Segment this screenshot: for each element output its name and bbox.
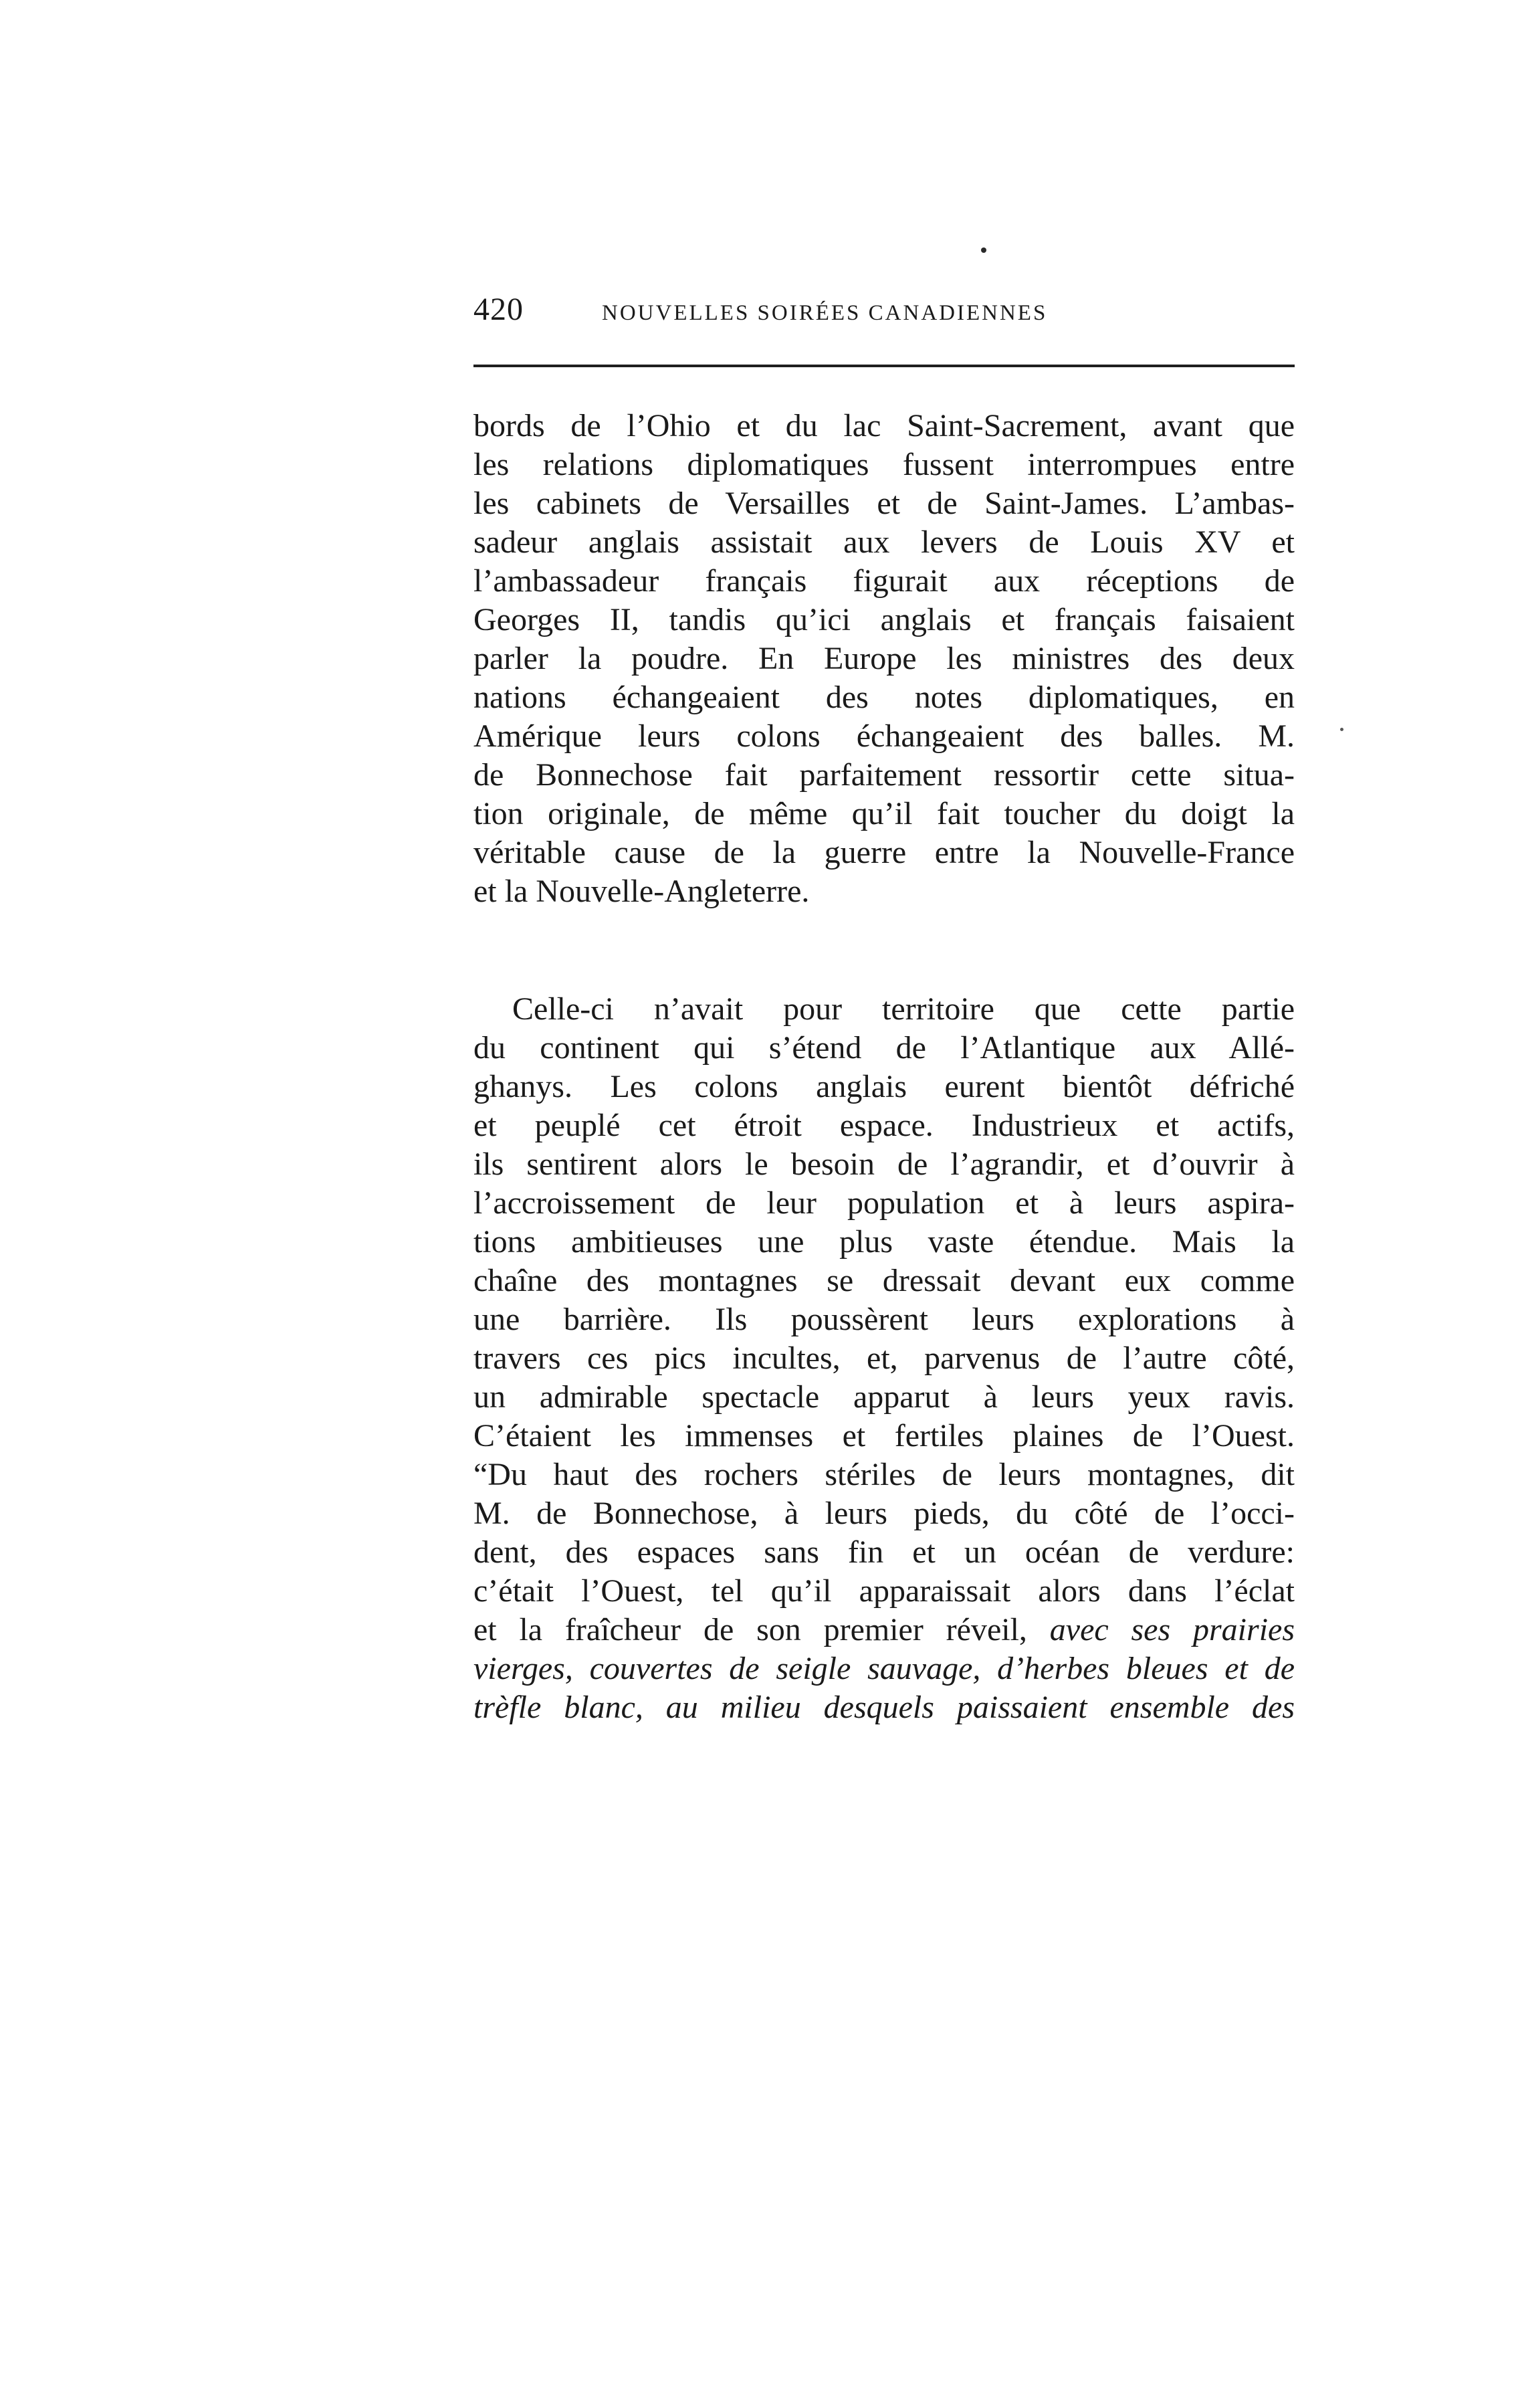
roman-segment: et la fraîcheur de son premier réveil, bbox=[473, 1612, 1050, 1647]
text-line: dent, des espaces sans fin et un océan de verdure: bbox=[473, 1534, 1295, 1570]
ink-speck bbox=[1340, 728, 1343, 731]
text-line: parler la poudre. En Europe les ministres des deux bbox=[473, 641, 1295, 676]
text-line: une barrière. Ils poussèrent leurs explorations à bbox=[473, 1302, 1295, 1337]
italic-text-line: vierges, couvertes de seigle sauvage, d’herbes bleues et de bbox=[473, 1651, 1295, 1686]
text-line: c’était l’Ouest, tel qu’il apparaissait alors dans l’éclat bbox=[473, 1573, 1295, 1609]
text-line: et la Nouvelle-Angleterre. bbox=[473, 874, 810, 909]
text-line: Amérique leurs colons échangeaient des balles. M. bbox=[473, 718, 1295, 754]
text-line: l’accroissement de leur population et à leurs aspira- bbox=[473, 1185, 1295, 1221]
text-line: de Bonnechose fait parfaitement ressortir cette situa- bbox=[473, 757, 1295, 793]
text-line: l’ambassadeur français figurait aux réceptions de bbox=[473, 563, 1295, 599]
mixed-text-line bbox=[473, 1611, 1295, 1649]
text-line: sadeur anglais assistait aux levers de Louis XV et bbox=[473, 524, 1295, 560]
text-line: bords de l’Ohio et du lac Saint-Sacrement, avant que bbox=[473, 408, 1295, 443]
page-number: 420 bbox=[473, 292, 524, 327]
text-line: nations échangeaient des notes diplomatiques, en bbox=[473, 680, 1295, 715]
text-line: tions ambitieuses une plus vaste étendue. Mais la bbox=[473, 1224, 1295, 1260]
paragraph-2 bbox=[473, 990, 1295, 1727]
text-line: les cabinets de Versailles et de Saint-James. L’ambas- bbox=[473, 486, 1295, 521]
text-line: C’étaient les immenses et fertiles plaines de l’Ouest. bbox=[473, 1418, 1295, 1453]
text-line: “Du haut des rochers stériles de leurs montagnes, dit bbox=[473, 1457, 1295, 1492]
text-line: un admirable spectacle apparut à leurs yeux ravis. bbox=[473, 1379, 1295, 1415]
text-line: et peuplé cet étroit espace. Industrieux et actifs, bbox=[473, 1108, 1295, 1143]
text-line: chaîne des montagnes se dressait devant eux comme bbox=[473, 1263, 1295, 1298]
page-header bbox=[473, 286, 1295, 333]
ink-speck bbox=[981, 247, 986, 253]
italic-segment: avec ses prairies bbox=[1049, 1612, 1295, 1647]
text-line: véritable cause de la guerre entre la Nouvelle-France bbox=[473, 835, 1295, 870]
text-line: Celle-ci n’avait pour territoire que cette partie bbox=[512, 991, 1295, 1027]
text-line: Georges II, tandis qu’ici anglais et français faisaient bbox=[473, 602, 1295, 637]
running-title: NOUVELLES SOIRÉES CANADIENNES bbox=[602, 301, 1048, 325]
italic-text-line: trèfle blanc, au milieu desquels paissaient ensemble des bbox=[473, 1690, 1295, 1725]
text-line: ils sentirent alors le besoin de l’agrandir, et d’ouvrir à bbox=[473, 1146, 1295, 1182]
text-line: du continent qui s’étend de l’Atlantique aux Allé- bbox=[473, 1030, 1295, 1066]
text-line: les relations diplomatiques fussent interrompues entre bbox=[473, 447, 1295, 482]
text-line: M. de Bonnechose, à leurs pieds, du côté de l’occi- bbox=[473, 1496, 1295, 1531]
text-line: ghanys. Les colons anglais eurent bientôt défriché bbox=[473, 1069, 1295, 1104]
header-rule bbox=[473, 365, 1295, 367]
paragraph-1 bbox=[473, 407, 1295, 911]
text-line: travers ces pics incultes, et, parvenus de l’autre côté, bbox=[473, 1340, 1295, 1376]
text-line: tion originale, de même qu’il fait toucher du doigt la bbox=[473, 796, 1295, 831]
